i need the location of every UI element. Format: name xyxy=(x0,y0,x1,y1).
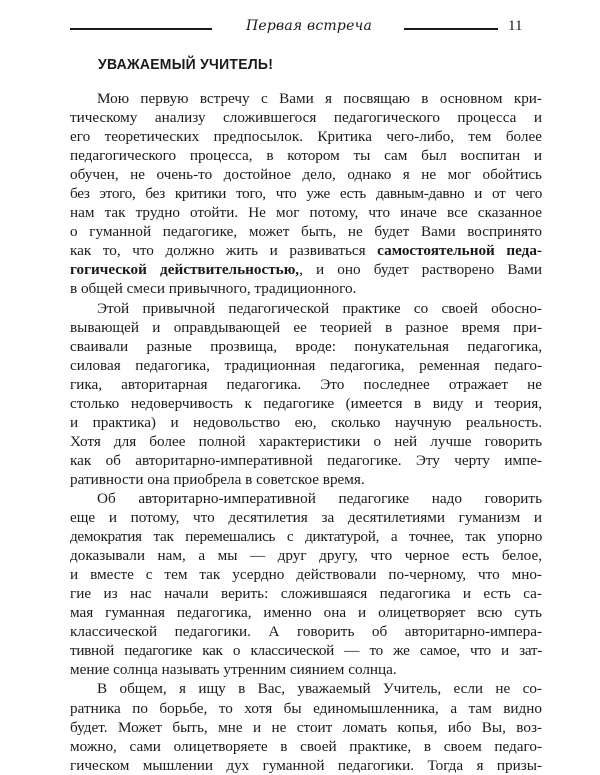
text-line: без этого, без критики того, что уже есть давным-давно и от чего xyxy=(70,185,542,203)
running-head xyxy=(70,16,530,40)
text-line: можно, сами олицетворяете в своей практике, в своем педаго- xyxy=(70,737,542,755)
text-line: гика, авторитарная педагогика. Это последнее отражает не xyxy=(70,375,542,393)
text-line: Хотя для более полной характеристики о ней лучше говорить xyxy=(70,432,542,450)
text-line: будет. Может быть, мне и не стоит ломать копья, ибо Вы, воз- xyxy=(70,718,542,736)
text-line: и вместе с тем так усердно действовали по-черному, что мно- xyxy=(70,566,542,584)
text-line: гие из нас начали верить: сложившаяся педагогика и есть са- xyxy=(70,585,542,603)
text-line: силовая педагогика, традиционная педагогика, ременная педаго- xyxy=(70,356,542,374)
text-line: о гуманной педагогике, может быть, не будет Вами воспринято xyxy=(70,223,542,241)
text-line xyxy=(70,260,542,279)
section-heading: УВАЖАЕМЫЙ УЧИТЕЛЬ! xyxy=(98,56,274,73)
text-line: вывающей и оправдывающей ее теорией в разное время при- xyxy=(70,318,542,336)
text-line: педагогического процесса, в котором ты сам был воспитан и xyxy=(70,147,542,165)
text-line: нам так трудно отойти. Не мог потому, что иначе все сказанное xyxy=(70,204,542,222)
text-line: В общем, я ищу в Вас, уважаемый Учитель, если не со- xyxy=(97,680,542,698)
text-fragment: как то, что должно жить и развиваться xyxy=(70,242,366,260)
text-line xyxy=(70,241,542,260)
text-line: мение солнца называть утренним сиянием солнца. xyxy=(70,661,397,679)
text-line: и практика) и недовольство ею, сколько научную реальность. xyxy=(70,413,542,431)
text-line: столько недоверчивость к педагогике (имеется в виду и теория, xyxy=(70,394,542,412)
text-line: классической педагогики. А говорить об авторитарно-импера- xyxy=(70,623,542,641)
header-rule-left xyxy=(70,28,212,30)
header-rule-right xyxy=(404,28,498,30)
body-text xyxy=(70,89,542,775)
text-line: мая гуманная педагогика, именно она и олицетворяет всю суть xyxy=(70,604,542,622)
text-line: сваивали разные прозвища, вроде: понукательная педагогика, xyxy=(70,337,542,355)
text-line: ратника по борьбе, то хотя бы единомышленника, а там видно xyxy=(70,699,542,717)
text-line: в общей смеси привычного, традиционного. xyxy=(70,280,357,298)
text-line: Этой привычной педагогической практике со своей обосно- xyxy=(97,299,542,317)
text-line: гическом мышлении дух гуманной педагогики. Тогда я призы- xyxy=(70,756,542,774)
text-line: демократия так перемешались с диктатурой, а точнее, так упорно xyxy=(70,528,542,546)
text-line: еще и потому, что десятилетия за десятилетиями гуманизм и xyxy=(70,509,542,527)
bold-phrase: самостоятельной педа- xyxy=(377,242,542,260)
text-line: его теоретических предпосылок. Критика чего-либо, тем более xyxy=(70,128,542,146)
text-line: Об авторитарно-императивной педагогике надо говорить xyxy=(97,489,542,507)
text-line: обучен, не очень-то достойное дело, однако я не мог обойтись xyxy=(70,166,542,184)
page-number: 11 xyxy=(508,18,523,34)
text-line: ративности она приобрела в советское время. xyxy=(70,470,365,488)
text-line: доказывали нам, а мы — друг другу, что черное есть белое, xyxy=(70,547,542,565)
text-line: как об авторитарно-императивной педагогике. Эту черту импе- xyxy=(70,451,542,469)
text-line: тическому анализу сложившегося педагогического процесса и xyxy=(70,109,542,127)
text-line: Мою первую встречу с Вами я посвящаю в основном кри- xyxy=(97,90,542,107)
text-fragment: , и оно будет растворено Вами xyxy=(299,261,542,279)
text-line: тивной педагогике как о классической — то же самое, что и зат- xyxy=(70,642,542,660)
running-head-title: Первая встреча xyxy=(245,18,373,34)
bold-phrase: гогической действительностью, xyxy=(70,261,300,279)
